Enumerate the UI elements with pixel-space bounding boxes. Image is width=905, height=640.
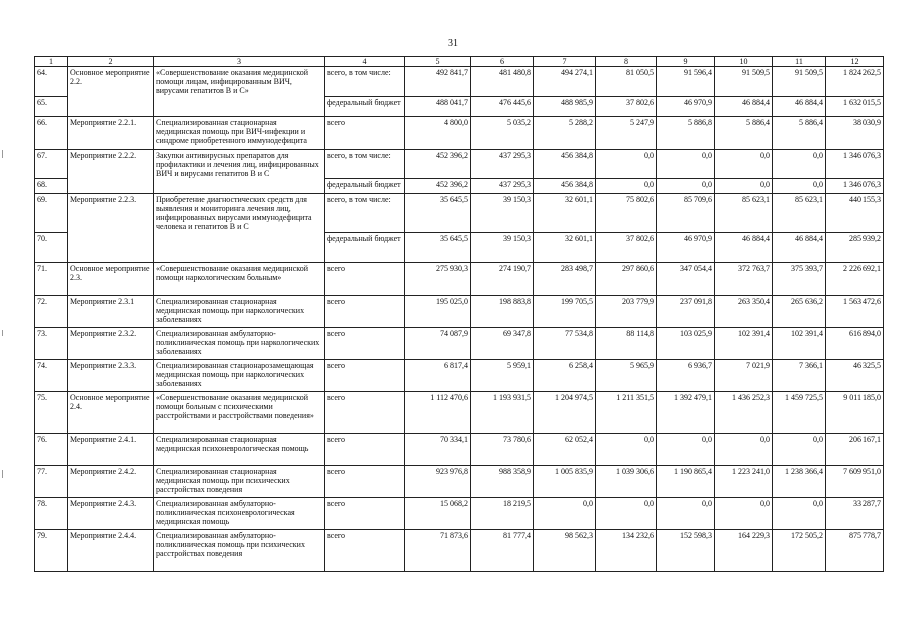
amount-cell: 5 288,2 (534, 116, 596, 149)
amount-cell: 923 976,8 (405, 465, 471, 497)
amount-cell: 1 346 076,3 (826, 149, 884, 179)
amount-cell: 1 824 262,5 (826, 67, 884, 97)
amount-cell: 102 391,4 (715, 327, 773, 359)
column-header: 9 (657, 57, 715, 67)
amount-cell: 46 325,5 (826, 359, 884, 391)
activity-name: Основное мероприятие 2.2. (68, 67, 154, 97)
amount-cell: 265 636,2 (773, 295, 826, 327)
row-number: 64. (35, 67, 68, 97)
amount-cell: 35 645,5 (405, 232, 471, 262)
amount-cell: 488 985,9 (534, 96, 596, 116)
amount-cell: 32 601,1 (534, 194, 596, 233)
column-header: 4 (325, 57, 405, 67)
amount-cell: 263 350,4 (715, 295, 773, 327)
amount-cell: 15 068,2 (405, 497, 471, 529)
amount-cell: 0,0 (596, 149, 657, 179)
funding-source: всего (325, 433, 405, 465)
activity-name: Мероприятие 2.2.2. (68, 149, 154, 179)
amount-cell: 375 393,7 (773, 262, 826, 295)
row-number: 75. (35, 391, 68, 433)
activity-name (68, 232, 154, 262)
amount-cell: 6 936,7 (657, 359, 715, 391)
amount-cell: 1 204 974,5 (534, 391, 596, 433)
amount-cell: 70 334,1 (405, 433, 471, 465)
activity-name: Мероприятие 2.4.4. (68, 529, 154, 571)
amount-cell: 0,0 (773, 179, 826, 194)
column-header: 7 (534, 57, 596, 67)
amount-cell: 195 025,0 (405, 295, 471, 327)
amount-cell: 85 623,1 (773, 194, 826, 233)
amount-cell: 81 050,5 (596, 67, 657, 97)
amount-cell: 1 238 366,4 (773, 465, 826, 497)
table-row (35, 391, 884, 433)
amount-cell: 134 232,6 (596, 529, 657, 571)
table-row (35, 295, 884, 327)
table-row (35, 179, 884, 194)
amount-cell: 481 480,8 (471, 67, 534, 97)
amount-cell: 0,0 (596, 497, 657, 529)
amount-cell: 616 894,0 (826, 327, 884, 359)
activity-name: Мероприятие 2.3.1 (68, 295, 154, 327)
row-number: 65. (35, 96, 68, 116)
amount-cell: 2 226 692,1 (826, 262, 884, 295)
amount-cell: 0,0 (657, 149, 715, 179)
row-number: 67. (35, 149, 68, 179)
amount-cell: 73 780,6 (471, 433, 534, 465)
amount-cell: 4 800,0 (405, 116, 471, 149)
activity-description: Специализированная стационарная медицинская помощь при ВИЧ-инфекции и синдроме приобретенного иммунодефицита (154, 116, 325, 149)
column-header: 10 (715, 57, 773, 67)
amount-cell: 456 384,8 (534, 149, 596, 179)
row-number: 77. (35, 465, 68, 497)
amount-cell: 5 886,8 (657, 116, 715, 149)
amount-cell: 476 445,6 (471, 96, 534, 116)
amount-cell: 437 295,3 (471, 179, 534, 194)
activity-name: Мероприятие 2.3.3. (68, 359, 154, 391)
table-row (35, 433, 884, 465)
amount-cell: 91 596,4 (657, 67, 715, 97)
funding-source: всего (325, 116, 405, 149)
amount-cell: 6 258,4 (534, 359, 596, 391)
table-row (35, 327, 884, 359)
column-header: 8 (596, 57, 657, 67)
amount-cell: 85 623,1 (715, 194, 773, 233)
amount-cell: 37 802,6 (596, 232, 657, 262)
row-number: 68. (35, 179, 68, 194)
activity-name: Мероприятие 2.4.3. (68, 497, 154, 529)
amount-cell: 237 091,8 (657, 295, 715, 327)
amount-cell: 39 150,3 (471, 232, 534, 262)
amount-cell: 39 150,3 (471, 194, 534, 233)
table-row (35, 232, 884, 262)
amount-cell: 62 052,4 (534, 433, 596, 465)
amount-cell: 46 884,4 (773, 232, 826, 262)
table-row (35, 96, 884, 116)
funding-source: всего, в том числе: (325, 149, 405, 179)
amount-cell: 1 346 076,3 (826, 179, 884, 194)
amount-cell: 77 534,8 (534, 327, 596, 359)
activity-name (68, 179, 154, 194)
amount-cell: 5 886,4 (773, 116, 826, 149)
amount-cell: 91 509,5 (715, 67, 773, 97)
amount-cell: 347 054,4 (657, 262, 715, 295)
activity-description: Специализированная амбулаторно-поликлиническая помощь при наркологических заболеваниях (154, 327, 325, 359)
activity-name: Основное мероприятие 2.4. (68, 391, 154, 433)
amount-cell: 7 021,9 (715, 359, 773, 391)
amount-cell: 1 563 472,6 (826, 295, 884, 327)
amount-cell: 5 035,2 (471, 116, 534, 149)
amount-cell: 5 959,1 (471, 359, 534, 391)
activity-description: Специализированная стационарная медицинская психоневрологическая помощь (154, 433, 325, 465)
activity-name: Мероприятие 2.3.2. (68, 327, 154, 359)
amount-cell: 5 247,9 (596, 116, 657, 149)
amount-cell: 494 274,1 (534, 67, 596, 97)
amount-cell: 0,0 (773, 433, 826, 465)
activity-description: Специализированная амбулаторно-поликлиническая психоневрологическая медицинская помощь (154, 497, 325, 529)
row-number: 73. (35, 327, 68, 359)
activity-description (154, 232, 325, 262)
table-row (35, 497, 884, 529)
activity-name (68, 96, 154, 116)
amount-cell: 199 705,5 (534, 295, 596, 327)
row-number: 78. (35, 497, 68, 529)
funding-source: всего (325, 465, 405, 497)
amount-cell: 488 041,7 (405, 96, 471, 116)
row-number: 74. (35, 359, 68, 391)
table-row (35, 529, 884, 571)
activity-description: «Совершенствование оказания медицинской помощи больным с психическими расстройствами и расстройствами поведения» (154, 391, 325, 433)
amount-cell: 437 295,3 (471, 149, 534, 179)
funding-source: федеральный бюджет (325, 96, 405, 116)
table-row (35, 149, 884, 179)
funding-source: всего (325, 327, 405, 359)
table-row (35, 67, 884, 97)
amount-cell: 6 817,4 (405, 359, 471, 391)
activity-name: Мероприятие 2.2.3. (68, 194, 154, 233)
activity-description: Закупки антивирусных препаратов для профилактики и лечения лиц, инфицированных ВИЧ и вирусами гепатитов В и С (154, 149, 325, 179)
funding-source: всего (325, 295, 405, 327)
amount-cell: 275 930,3 (405, 262, 471, 295)
amount-cell: 0,0 (534, 497, 596, 529)
funding-source: всего, в том числе: (325, 67, 405, 97)
amount-cell: 5 886,4 (715, 116, 773, 149)
amount-cell: 283 498,7 (534, 262, 596, 295)
column-header: 11 (773, 57, 826, 67)
amount-cell: 46 884,4 (715, 96, 773, 116)
column-header: 3 (154, 57, 325, 67)
table-row (35, 359, 884, 391)
amount-cell: 492 841,7 (405, 67, 471, 97)
row-number: 66. (35, 116, 68, 149)
amount-cell: 32 601,1 (534, 232, 596, 262)
amount-cell: 46 970,9 (657, 232, 715, 262)
table-row (35, 465, 884, 497)
amount-cell: 372 763,7 (715, 262, 773, 295)
amount-cell: 74 087,9 (405, 327, 471, 359)
amount-cell: 7 609 951,0 (826, 465, 884, 497)
amount-cell: 81 777,4 (471, 529, 534, 571)
amount-cell: 452 396,2 (405, 179, 471, 194)
page-number: 31 (448, 38, 458, 49)
amount-cell: 1 112 470,6 (405, 391, 471, 433)
activity-name: Мероприятие 2.4.2. (68, 465, 154, 497)
amount-cell: 0,0 (596, 179, 657, 194)
amount-cell: 37 802,6 (596, 96, 657, 116)
amount-cell: 0,0 (657, 433, 715, 465)
amount-cell: 88 114,8 (596, 327, 657, 359)
funding-source: всего (325, 497, 405, 529)
column-header: 2 (68, 57, 154, 67)
amount-cell: 0,0 (657, 179, 715, 194)
activity-description: Специализированная стационарная медицинская помощь при психических расстройствах поведения (154, 465, 325, 497)
row-number: 70. (35, 232, 68, 262)
amount-cell: 46 884,4 (773, 96, 826, 116)
row-number: 69. (35, 194, 68, 233)
amount-cell: 0,0 (773, 149, 826, 179)
amount-cell: 33 287,7 (826, 497, 884, 529)
table-row (35, 194, 884, 233)
column-header: 12 (826, 57, 884, 67)
amount-cell: 46 970,9 (657, 96, 715, 116)
amount-cell: 5 965,9 (596, 359, 657, 391)
row-number: 72. (35, 295, 68, 327)
activity-description: Специализированная амбулаторно-поликлиническая помощь при психических расстройствах поведения (154, 529, 325, 571)
funding-source: всего (325, 391, 405, 433)
amount-cell: 440 155,3 (826, 194, 884, 233)
amount-cell: 75 802,6 (596, 194, 657, 233)
amount-cell: 152 598,3 (657, 529, 715, 571)
amount-cell: 206 167,1 (826, 433, 884, 465)
table-row (35, 116, 884, 149)
amount-cell: 1 193 931,5 (471, 391, 534, 433)
activity-name: Мероприятие 2.4.1. (68, 433, 154, 465)
header-row (35, 57, 884, 67)
amount-cell: 91 509,5 (773, 67, 826, 97)
amount-cell: 172 505,2 (773, 529, 826, 571)
funding-source: всего (325, 529, 405, 571)
amount-cell: 1 190 865,4 (657, 465, 715, 497)
amount-cell: 0,0 (657, 497, 715, 529)
amount-cell: 1 005 835,9 (534, 465, 596, 497)
amount-cell: 1 632 015,5 (826, 96, 884, 116)
funding-source: всего (325, 359, 405, 391)
amount-cell: 198 883,8 (471, 295, 534, 327)
amount-cell: 102 391,4 (773, 327, 826, 359)
amount-cell: 1 392 479,1 (657, 391, 715, 433)
activity-description: «Совершенствование оказания медицинской помощи лицам, инфицированным ВИЧ, вирусами гепатитов В и С» (154, 67, 325, 97)
activity-description: «Совершенствование оказания медицинской помощи наркологическим больным» (154, 262, 325, 295)
amount-cell: 98 562,3 (534, 529, 596, 571)
amount-cell: 1 223 241,0 (715, 465, 773, 497)
table-row (35, 262, 884, 295)
column-header: 5 (405, 57, 471, 67)
amount-cell: 203 779,9 (596, 295, 657, 327)
amount-cell: 164 229,3 (715, 529, 773, 571)
funding-source: федеральный бюджет (325, 179, 405, 194)
amount-cell: 0,0 (715, 179, 773, 194)
amount-cell: 274 190,7 (471, 262, 534, 295)
amount-cell: 456 384,8 (534, 179, 596, 194)
amount-cell: 7 366,1 (773, 359, 826, 391)
activity-name: Основное мероприятие 2.3. (68, 262, 154, 295)
amount-cell: 0,0 (715, 497, 773, 529)
budget-table (34, 56, 884, 572)
activity-description (154, 96, 325, 116)
amount-cell: 46 884,4 (715, 232, 773, 262)
row-number: 71. (35, 262, 68, 295)
amount-cell: 297 860,6 (596, 262, 657, 295)
table-body (35, 67, 884, 572)
amount-cell: 71 873,6 (405, 529, 471, 571)
amount-cell: 9 011 185,0 (826, 391, 884, 433)
activity-description (154, 179, 325, 194)
amount-cell: 103 025,9 (657, 327, 715, 359)
funding-source: федеральный бюджет (325, 232, 405, 262)
amount-cell: 452 396,2 (405, 149, 471, 179)
column-header: 6 (471, 57, 534, 67)
amount-cell: 875 778,7 (826, 529, 884, 571)
amount-cell: 988 358,9 (471, 465, 534, 497)
amount-cell: 0,0 (715, 433, 773, 465)
amount-cell: 69 347,8 (471, 327, 534, 359)
amount-cell: 0,0 (715, 149, 773, 179)
amount-cell: 18 219,5 (471, 497, 534, 529)
amount-cell: 0,0 (773, 497, 826, 529)
amount-cell: 38 030,9 (826, 116, 884, 149)
funding-source: всего, в том числе: (325, 194, 405, 233)
amount-cell: 0,0 (596, 433, 657, 465)
amount-cell: 285 939,2 (826, 232, 884, 262)
margin-marks (2, 0, 5, 640)
amount-cell: 35 645,5 (405, 194, 471, 233)
amount-cell: 1 211 351,5 (596, 391, 657, 433)
activity-description: Специализированная стационарная медицинская помощь при наркологических заболеваниях (154, 295, 325, 327)
amount-cell: 1 436 252,3 (715, 391, 773, 433)
row-number: 76. (35, 433, 68, 465)
amount-cell: 1 039 306,6 (596, 465, 657, 497)
funding-source: всего (325, 262, 405, 295)
activity-description: Специализированная стационарозамещающая медицинская помощь при наркологических заболеваниях (154, 359, 325, 391)
activity-name: Мероприятие 2.2.1. (68, 116, 154, 149)
row-number: 79. (35, 529, 68, 571)
column-header: 1 (35, 57, 68, 67)
amount-cell: 85 709,6 (657, 194, 715, 233)
amount-cell: 1 459 725,5 (773, 391, 826, 433)
activity-description: Приобретение диагностических средств для выявления и мониторинга лечения лиц, инфицированных вирусами иммунодефицита человека и гепатитов В и С (154, 194, 325, 233)
